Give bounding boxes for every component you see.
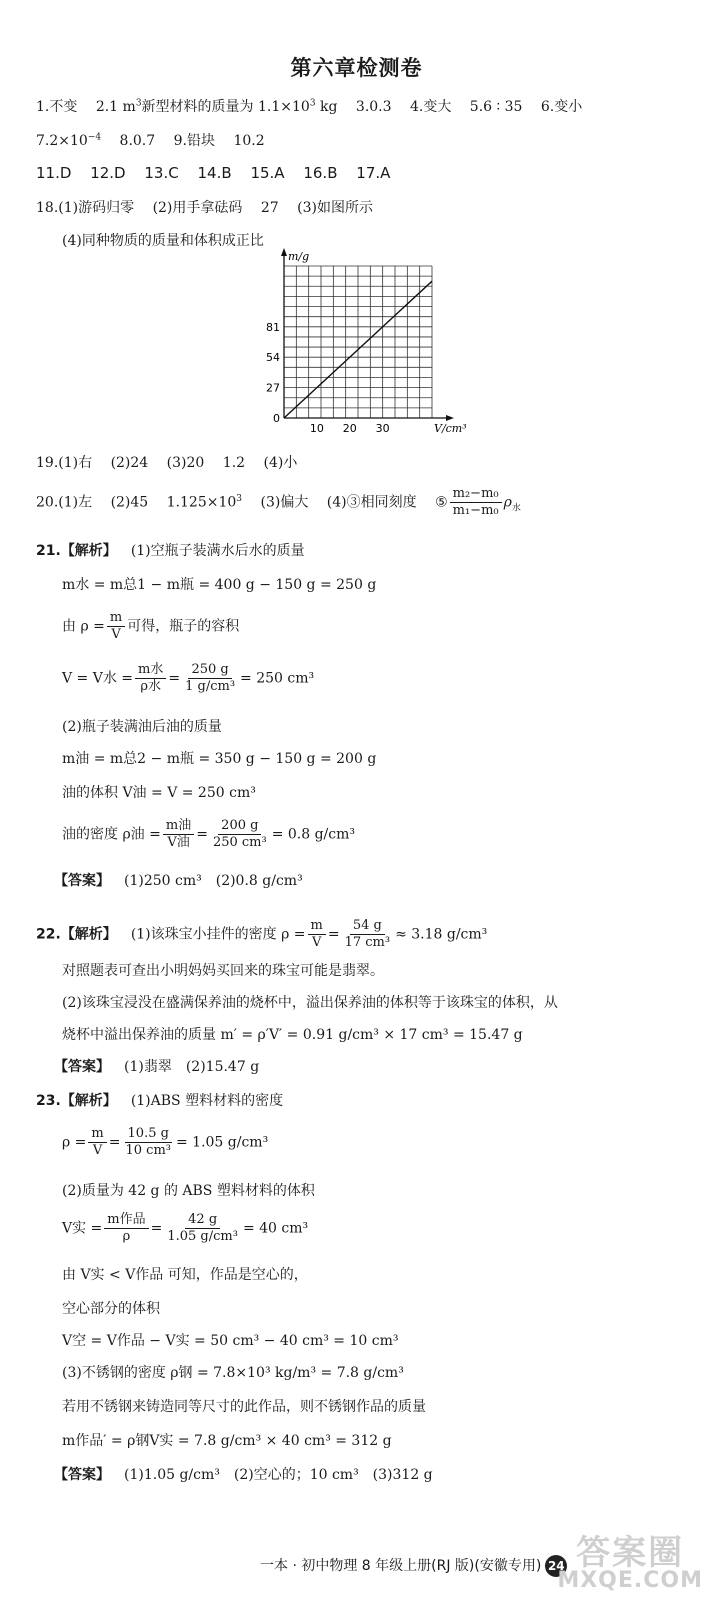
q21-line7: 油的体积 V油 = V = 250 cm³: [62, 785, 256, 801]
q21-line2: m水 = m总1 − m瓶 = 400 g − 150 g = 250 g: [62, 577, 377, 593]
answers-7-10: $7.2\times 10^{-4}$ 8.0.7 9.铅块 10.2: [36, 132, 265, 149]
q22-heading: 22.【解析】 (1)该珠宝小挂件的密度 ρ = $\frac{m}{V}$ = $\frac{54 g}{\text{17 cm³}}$ ≈ 3.18 g/cm³: [36, 918, 488, 950]
x-axis-label: V/cm³: [434, 422, 467, 435]
q22-answer: 【答案】 (1)翡翠 (2)15.47 g: [54, 1059, 260, 1075]
q22-line2: 对照题表可查出小明妈妈买回来的珠宝可能是翡翠。: [62, 963, 384, 979]
q21-line5: (2)瓶子装满油后油的质量: [62, 719, 222, 735]
q23-line6: 空心部分的体积: [62, 1301, 160, 1317]
q18-line1: 18.(1)游码归零 (2)用手拿砝码 27 (3)如图所示: [36, 200, 373, 216]
q23-heading: 23.【解析】 (1)ABS 塑料材料的密度: [36, 1093, 284, 1109]
q23-line10: m作品′ = ρ钢V实 = 7.8 g/cm³ × 40 cm³ = 312 g: [62, 1433, 392, 1449]
q19-answer: 19.(1)右 (2)24 (3)20 1.2 (4)小: [36, 455, 298, 471]
mass-volume-chart: [260, 250, 467, 441]
x-axis-arrow: [446, 415, 454, 421]
x-tick-label: 30: [375, 422, 390, 435]
q23-line5: 由 V实 < V作品 可知，作品是空心的，: [62, 1267, 308, 1283]
answers-1-6: 1.不变 2.1 $m^3$新型材料的质量为 $1.1\times 10^3$ kg 3.0.3 4.变大 5.6 ∶ 35 6.变小: [36, 98, 583, 115]
answers-11-17: 11.D 12.D 13.C 14.B 15.A 16.B 17.A: [36, 164, 391, 182]
watermark-logo: 答案圈 MXQE.COM: [557, 1533, 703, 1593]
q23-line4: V实 = $\frac{\text{m作品}}{\rho}$ = $\frac{42 g}{\text{1.05 g/cm³}}$ = 40 cm³: [62, 1212, 309, 1244]
q23-line7: V空 = V作品 − V实 = 50 cm³ − 40 cm³ = 10 cm³: [62, 1333, 399, 1349]
q21-answer: 【答案】 (1)250 cm³ (2)0.8 g/cm³: [54, 873, 303, 889]
q23-line9: 若用不锈钢来铸造同等尺寸的此作品，则不锈钢作品的质量: [62, 1399, 426, 1415]
x-tick-label: 10: [309, 422, 324, 435]
q23-line3: (2)质量为 42 g 的 ABS 塑料材料的体积: [62, 1183, 315, 1199]
y-tick-label: 81: [266, 320, 280, 334]
page-title: 第六章检测卷: [290, 56, 423, 80]
q21-line8: 油的密度 ρ油 = $\frac{\text{m油}}{\text{V油}}$ = $\frac{200 g}{\text{250 cm³}}$ = 0.8 g/cm³: [62, 818, 356, 850]
q20-fraction: $\frac{\text{m₂−m₀}}{\text{m₁−m₀}}$: [450, 486, 502, 519]
x-tick-label: 20: [342, 422, 357, 435]
page-number: 24: [545, 1555, 567, 1577]
q23-answer: 【答案】 (1)1.05 g/cm³ (2)空心的；10 cm³ (3)312 g: [54, 1467, 433, 1483]
y-tick-label: 0: [273, 412, 280, 425]
q21-line3: 由 ρ = $\frac{m}{V}$ 可得，瓶子的容积: [62, 610, 240, 642]
q22-line3: (2)该珠宝浸没在盛满保养油的烧杯中，溢出保养油的体积等于该珠宝的体积，从: [62, 995, 558, 1011]
q21-line6: m油 = m总2 − m瓶 = 350 g − 150 g = 200 g: [62, 751, 377, 767]
q18-line2: (4)同种物质的质量和体积成正比: [62, 233, 264, 249]
q20-answer: 20.(1)左 (2)45 $1.125\times 10^3$ (3)偏大 (4)③相同刻度 ⑤ $\frac{\text{m₂−m₀}}{\text{m₁−m₀}}$ $\rho_水$: [36, 486, 521, 518]
y-axis-label: m/g: [288, 250, 310, 263]
y-tick-label: 27: [266, 381, 280, 395]
q22-line4: 烧杯中溢出保养油的质量 m′ = ρ′V′ = 0.91 g/cm³ × 17 cm³ = 15.47 g: [62, 1027, 523, 1043]
q21-line4: V = V水 = $\frac{\text{m水}}{\text{ρ水}}$ = $\frac{250 g}{\text{1 g/cm³}}$ = 250 cm³: [62, 662, 315, 694]
y-tick-label: 54: [266, 351, 280, 365]
q21-heading: 21.【解析】 (1)空瓶子装满水后水的质量: [36, 543, 305, 559]
q23-line8: (3)不锈钢的密度 ρ钢 = 7.8×10³ kg/m³ = 7.8 g/cm³: [62, 1365, 404, 1381]
page-footer: 一本 · 初中物理 8 年级上册(RJ 版)(安徽专用) 24: [260, 1555, 567, 1577]
q23-line2: ρ = $\frac{m}{V}$ = $\frac{10.5 g}{\text{10 cm³}}$ = 1.05 g/cm³: [62, 1126, 269, 1158]
y-axis-arrow: [281, 248, 287, 256]
